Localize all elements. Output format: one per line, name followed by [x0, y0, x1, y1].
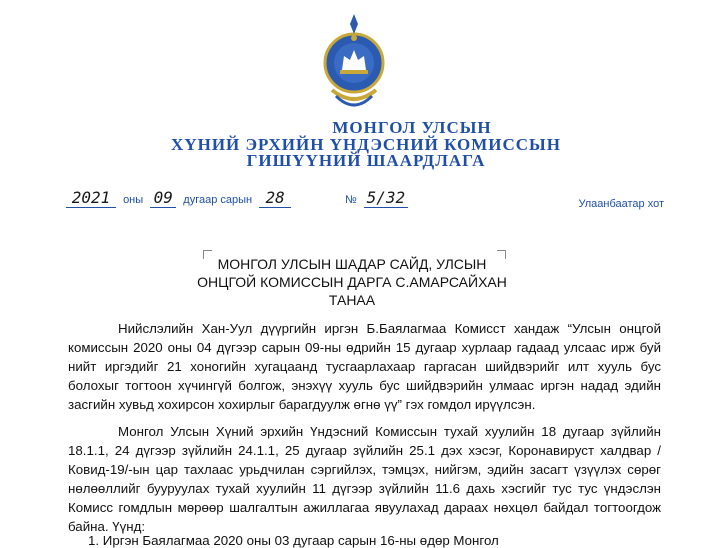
addressee-block	[190, 255, 514, 309]
body-paragraph-1: Нийслэлийн Хан-Уул дүүргийн иргэн Б.Баялагмаа Комисст хандаж “Улсын онцгой комиссын 2020 оны 04 дүгээр сарын 09-ны өдрийн 15 дугаар хурлаар гадаад улсаас ирж буй нийт иргэдийг 21 хоногийн хугацаанд тусгаарлахаар гаргасан шийдвэрийг илт хууль бус болохыг тогтоон хүчингүй болгож, энэхүү хууль бус шийдвэрийн улмаас иргэн надад эдийн засгийн хувьд хохирсон хохирлыг барагдуулж өгнө үү” гэх гомдол ирүүлсэн.	[68, 321, 661, 412]
org-name-line3: ГИШҮҮНИЙ ШААРДЛАГА	[246, 151, 486, 170]
date-month: 09	[150, 188, 176, 208]
document-number	[341, 188, 408, 208]
number-label: №	[345, 194, 357, 206]
addressee-line1: МОНГОЛ УЛСЫН ШАДАР САЙД, УЛСЫН	[217, 256, 487, 272]
place-label: Улаанбаатар хот	[578, 198, 664, 210]
date-year: 2021	[66, 188, 116, 208]
date-day: 28	[259, 188, 291, 208]
body-paragraph-2: Монгол Улсын Хүний эрхийн Үндэсний Комиссын тухай хуулийн 18 дугаар зүйлийн 18.1.1, 24 дүгээр зүйлийн 24.1.1, 25 дугаар зүйлийн 25.1 дэх хэсэг, Коронавируст халдвар /Ковид-19/-ын цар тахлаас урьдчилан сэргийлэх, тэмцэх, нийгэм, эдийн засагт үзүүлэх сөрөг нөлөөллийг бууруулах тухай хуулийн 11 дүгээр зүйлийн 11.6 дахь хэсгийг тус тус үндэслэн Комисс гомдлын мөрөөр шалгалтын ажиллагаа явуулахад дараах нөхцөл байдал тогтоогдож байна. Үүнд:	[68, 424, 661, 534]
date-year-suffix: оны	[123, 194, 144, 206]
org-name-line1: МОНГОЛ УЛСЫН	[332, 118, 492, 137]
document-date	[66, 188, 291, 208]
number-value: 5/32	[364, 188, 408, 208]
list-item-1: 1. Иргэн Баялагмаа 2020 оны 03 дугаар сарын 16-ны өдөр Монгол	[88, 533, 499, 548]
org-name-line2: ХҮНИЙ ЭРХИЙН ҮНДЭСНИЙ КОМИССЫН	[171, 135, 561, 154]
date-month-label: дугаар сарын	[183, 194, 253, 206]
state-emblem-icon	[322, 8, 386, 114]
addressee-line3: ТАНАА	[328, 292, 376, 308]
addressee-line2: ОНЦГОЙ КОМИССЫН ДАРГА С.АМАРСАЙХАН	[197, 274, 507, 290]
